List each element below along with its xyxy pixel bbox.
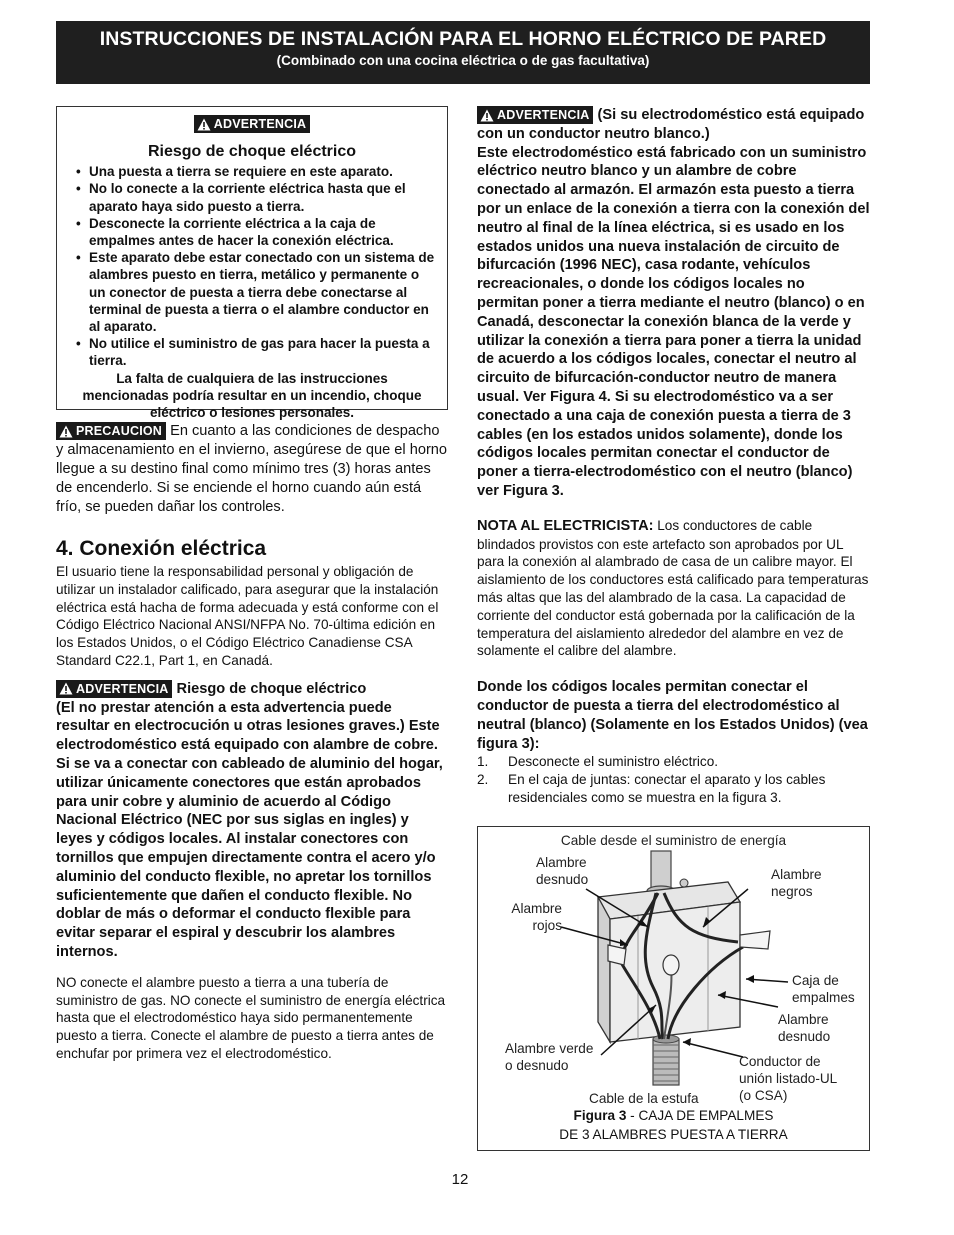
note-body: Los conductores de cable blindados provistos con este artefacto son aprobados por UL para la conexión al alambrado de casa de un calibre mayor. El aislamiento de los conductores está calificado para temperaturas más altas que las del alambrado de la casa. La capacidad de corriente del conductor está gobernada por la calificación de la temperatura del aislamiento alrededor del alambre en vez de solamente el calibre del alambre. <box>477 517 869 659</box>
badge-label: PRECAUCION <box>76 424 163 439</box>
label-stove-cable: Cable de la estufa <box>589 1091 699 1106</box>
warning-box-title: Riesgo de choque eléctrico <box>147 143 357 161</box>
step-text: En el caja de juntas: conectar el aparato y los cables residenciales como se muestra en la figura 3. <box>508 772 826 805</box>
caption-label: Figura 3 <box>573 1108 627 1123</box>
procedure-heading: Donde los códigos locales permitan conectar el conductor de puesta a tierra del electrodoméstico al neutral (blanco) (Solamente en los Estados Unidos) (vea figura 3): <box>477 679 868 752</box>
list-item: • No lo conecte a la corriente eléctrica hasta que el aparato haya sido puesto a tierra. <box>89 180 437 214</box>
figure-3 <box>477 826 870 1151</box>
right-column <box>477 106 870 807</box>
warning-list <box>67 163 437 369</box>
label-green-or-bare: Alambre verde o desnudo <box>505 1041 594 1073</box>
advertencia-badge <box>56 680 172 698</box>
badge-label: ADVERTENCIA <box>76 681 169 696</box>
step-text: Desconecte el suministro eléctrico. <box>508 754 719 770</box>
electrician-note <box>477 517 870 660</box>
label-junction-box: Caja de empalmes <box>792 973 855 1005</box>
figure-caption-line2: DE 3 ALAMBRES PUESTA A TIERRA <box>559 1127 788 1142</box>
neutral-warning <box>477 106 870 501</box>
list-item: • Una puesta a tierra se requiere en este aparato. <box>89 163 437 180</box>
badge-label: ADVERTENCIA <box>213 117 307 131</box>
list-item: • Desconecte la corriente eléctrica a la caja de empalmes antes de hacer la conexión eléctrica. <box>89 215 437 249</box>
label-black-wires: Alambre negros <box>771 867 822 899</box>
aluminum-warning <box>56 680 448 962</box>
figure-caption <box>478 1106 869 1125</box>
section-intro: El usuario tiene la responsabilidad personal y obligación de utilizar un instalador calificado, para asegurar que la instalación eléctrica está hacha de forma adecuada y está conforme con el Código Eléctrico Nacional ANSI/NFPA No. 70-última edición en los Estados Unidos, o el Código Eléctrico Canadiense CSA Standard C22.1, Part 1, en Canadá. <box>56 564 439 668</box>
note-label: NOTA AL ELECTRICISTA: <box>477 517 654 534</box>
step-number: 2. <box>477 772 489 788</box>
step-number: 1. <box>477 754 489 770</box>
shock-warning-box <box>56 106 448 421</box>
label-bare-wire-bottom: Alambre desnudo <box>778 1012 831 1044</box>
page-subtitle: (Combinado con una cocina eléctrica o de gas facultativa) <box>276 53 650 68</box>
caution-text: En cuanto a las condiciones de despacho y almacenamiento en el invierno, asegúrese de que el horno llegue a su destino final como mínimo tres (3) horas antes de encenderlo. Si se enciende el horno cuando aún está frío, se pueden dañar los controles. <box>56 423 448 515</box>
list-item: • Este aparato debe estar conectado con un sistema de alambres puesto en tierra, metálico y permanente o un conector de puesta a tierra debe conectarse al terminal de puesta a tierra o el alambre conductor en al aparato. <box>89 249 437 335</box>
page-title: INSTRUCCIONES DE INSTALACIÓN PARA EL HORNO ELÉCTRICO DE PARED <box>99 28 827 50</box>
warning-body: (El no prestar atención a esta advertencia puede resultar en electrocución u otras lesiones graves.) Este electrodoméstico está equipado con alambre de cobre. Si se va a conectar con cableado de aluminio del hogar, utilizar únicamente conectores que están aprobados para unir cobre y aluminio de acuerdo al Código Nacional Eléctrico (NEC por sus siglas en ingles) y leyes y códigos locales. Al instalar conectores con tornillos que empujen directamente contra el acero y/o aluminio del conducto flexible, no apretar los tornillos suficientemente que dañen el conducto flexible. No doblar de más o deformar el conducto flexible para evitar separar el espiral y descubrir los alambres internos. <box>56 699 443 960</box>
advertencia-badge <box>194 115 310 133</box>
label-red-wires: Alambre rojos <box>511 901 562 933</box>
warning-lead: Riesgo de choque eléctrico <box>172 680 367 697</box>
list-item <box>477 771 870 807</box>
label-supply-cable: Cable desde el suministro de energía <box>560 833 787 848</box>
list-item <box>477 753 870 771</box>
procedure-steps <box>477 753 870 806</box>
section-heading: 4. Conexión eléctrica <box>56 537 267 560</box>
label-bare-wire-top: Alambre desnudo <box>536 855 589 887</box>
advertencia-badge <box>477 106 593 124</box>
warning-triangle-icon <box>197 118 211 131</box>
warning-body: Este electrodoméstico está fabricado con un suministro eléctrico neutro blanco y un alambre de cobre conectado al armazón. El armazón esta puesto a tierra por un enlace de la conexión a tierra con la conexión del neutro al final de la línea eléctrica, si es usado en los estados unidos una nueva instalación de circuito de bifurcación (1996 NEC), casa rodante, vehículos recreacionales, o donde los códigos locales no permitan poner a tierra mediante el neutro (blanco) o en Canadá, desconectar la conexión blanca de la verde y utilizar la conexión a tierra para poner a tierra la unidad de acuerdo a los códigos locales, conectar el neutro al circuito de bifurcación-conductor neutro de manera usual. Ver Figura 4. Si su electrodoméstico va a ser conectado a una caja de conexión puesta a tierra de 3 cables (en los estados unidos solamente), donde los códigos locales permitan conectar el conductor de poner a tierra-electrodoméstico con el neutro (blanco) ver Figura 3. <box>477 144 870 499</box>
label-ul-conductor: Conductor de unión listado-UL (o CSA) <box>739 1054 838 1103</box>
list-item: • No utilice el suministro de gas para hacer la puesta a tierra. <box>89 335 437 369</box>
warning-box-footer: La falta de cualquiera de las instrucciones mencionadas podría resultar en un incendio, choque eléctrico o lesiones personales. <box>82 370 422 421</box>
caption-rest: - CAJA DE EMPALMES <box>626 1108 774 1123</box>
warning-triangle-icon <box>480 109 494 122</box>
badge-label: ADVERTENCIA <box>497 108 590 123</box>
page-number: 12 <box>451 1171 469 1188</box>
warning-lead: (Si su electrodoméstico está equipado con un conductor neutro blanco.) <box>477 107 865 142</box>
warning-triangle-icon <box>59 682 73 695</box>
precaucion-badge <box>56 422 166 440</box>
page-header <box>56 21 870 84</box>
gas-note: NO conecte el alambre puesto a tierra a una tubería de suministro de gas. NO conecte el suministro de energía eléctrica hasta que el electrodoméstico haya sido permanentemente puesto a tierra. Conecte el alambre de puesto a tierra antes de enchufar por primera vez el electrodoméstico. <box>56 974 446 1061</box>
warning-triangle-icon <box>59 425 73 438</box>
caution-paragraph <box>56 422 448 517</box>
left-column <box>56 106 448 1063</box>
